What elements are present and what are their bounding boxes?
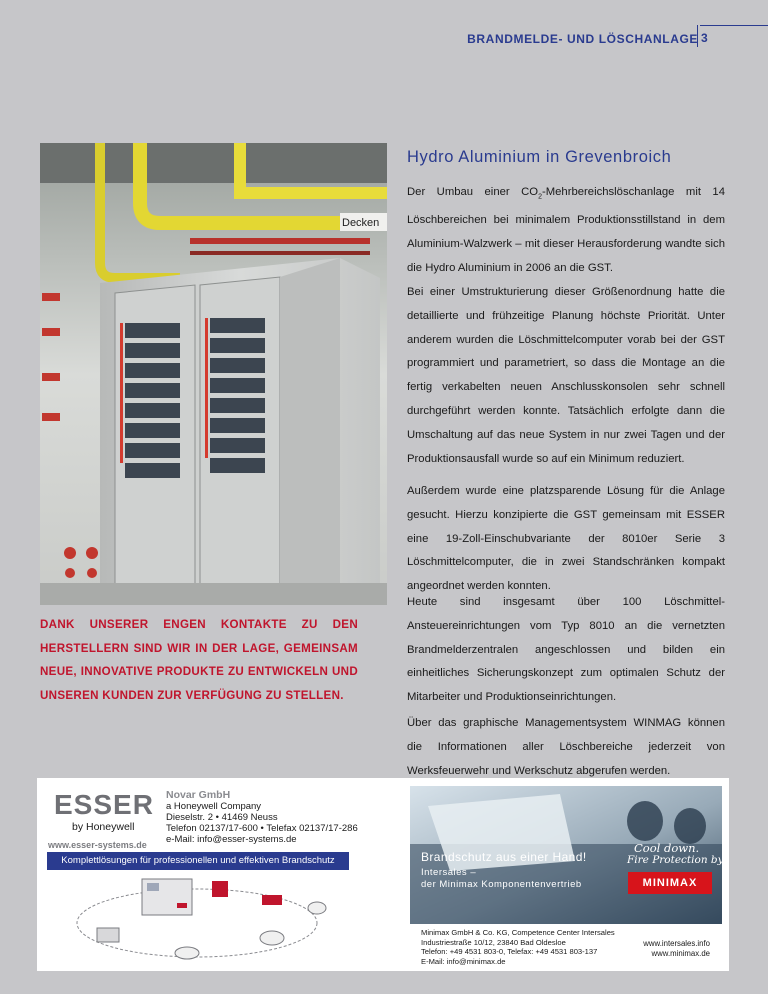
- esser-website[interactable]: www.esser-systems.de: [48, 840, 147, 850]
- minimax-sub-2: der Minimax Komponentenvertrieb: [421, 879, 582, 890]
- cabinet-illustration: [40, 143, 387, 605]
- p1-subscript: 2: [538, 193, 542, 201]
- sign-text: Decken: [342, 217, 380, 229]
- article-title: Hydro Aluminium in Grevenbroich: [407, 148, 672, 166]
- article-paragraph-3: Außerdem wurde eine platzsparende Lösung für die Anlage gesucht. Hierzu konzipierte die GST gemeinsam mit ESSER eine 19-Zoll-Einschubvariante der 8010er Serie 3 Löschmittelcomputer, die in zwei Standschränken kompakt angeordnet werden konnten.: [407, 485, 725, 593]
- novar-company-name: Novar GmbH: [166, 789, 231, 801]
- minimax-address-line-1: Minimax GmbH & Co. KG, Competence Center Intersales: [421, 928, 615, 937]
- article-paragraph-4: Heute sind insgesamt über 100 Löschmittel-Ansteuereinrichtungen vom Typ 8010 an die vernetzten Brandmelderzentralen angeschlossen und bilden ein einheitliches Sicherungskonzept zum optimalen Schutz der Mitarbeiter und Produktionseinrichtungen.: [407, 596, 725, 704]
- esser-by-honeywell: by Honeywell: [72, 821, 135, 833]
- page-number: 3: [697, 25, 719, 47]
- minimax-fire-protection-by: Fire Protection by: [627, 854, 724, 866]
- novar-line-3: Telefon 02137/17-600 • Telefax 02137/17-286: [166, 823, 358, 834]
- minimax-logo: MINIMAX: [628, 872, 712, 894]
- p1-pre: Der Umbau einer CO: [407, 186, 539, 198]
- esser-logo: ESSER: [54, 789, 154, 820]
- section-title: BRANDMELDE- UND LÖSCHANLAGE: [467, 32, 698, 46]
- minimax-address: [421, 928, 615, 966]
- minimax-address-line-2: Industriestraße 10/12, 23840 Bad Oldesloe: [421, 937, 566, 947]
- article-paragraph-5: Über das graphische Managementsystem WINMAG können die Informationen aller Löschbereiche jederzeit von Werksfeuerwehr und Werkschutz abgerufen werden.: [407, 717, 725, 777]
- novar-line-2: Dieselstr. 2 • 41469 Neuss: [166, 812, 278, 823]
- p1-post: -Mehrbereichslöschanlage mit 14 Löschbereichen bei minimalem Produktionsstillstand in dem Aluminium-Walzwerk – mit dieser Herausforderung wandte sich die Hydro Aluminium in 2006 an die GST.: [407, 186, 725, 274]
- minimax-sub-1: Intersales –: [421, 867, 477, 878]
- minimax-address-line-4[interactable]: E-Mail: info@minimax.de: [421, 956, 506, 966]
- pull-quote: DANK UNSERER ENGEN KONTAKTE ZU DEN HERSTELLERN SIND WIR IN DER LAGE, GEMEINSAM NEUE, INNOVATIVE PRODUKTE ZU ENTWICKELN UND UNSEREN KUNDEN ZUR VERFÜGUNG ZU STELLEN.: [40, 618, 358, 702]
- article-paragraph-1: [407, 181, 725, 280]
- minimax-address-line-3: Telefon: +49 4531 803-0, Telefax: +49 4531 803-137: [421, 947, 598, 957]
- minimax-cool-down: Cool down.: [634, 841, 700, 855]
- esser-tagline-band: Komplettlösungen für professionellen und effektiven Brandschutz: [47, 852, 349, 870]
- novar-line-4[interactable]: e-Mail: info@esser-systems.de: [166, 834, 297, 845]
- minimax-web-minimax[interactable]: www.minimax.de: [651, 948, 710, 958]
- article-paragraph-2: Bei einer Umstrukturierung dieser Größenordnung hatte die detaillierte und frühzeitige Planung höchste Priorität. Unter anderem wurden die Löschmittelcomputer vorab bei der GST programmiert und parametriert, so dass die Montage an die fertig verkabelten neuen Anschlusskonsolen sehr schnell durchgeführt werden konnte. Tatsächlich erfolgte dann die Umschaltung auf das neue System in nur zwei Tagen und der Produktionsausfall wurde so auf ein Minimum reduziert.: [407, 286, 725, 465]
- photo-control-cabinets: [40, 143, 387, 605]
- minimax-web-intersales[interactable]: www.intersales.info: [643, 939, 710, 948]
- novar-line-1: a Honeywell Company: [166, 801, 262, 812]
- minimax-slogan: Brandschutz aus einer Hand!: [421, 850, 587, 864]
- minimax-websites: [604, 939, 710, 958]
- esser-system-diagram: [47, 873, 349, 967]
